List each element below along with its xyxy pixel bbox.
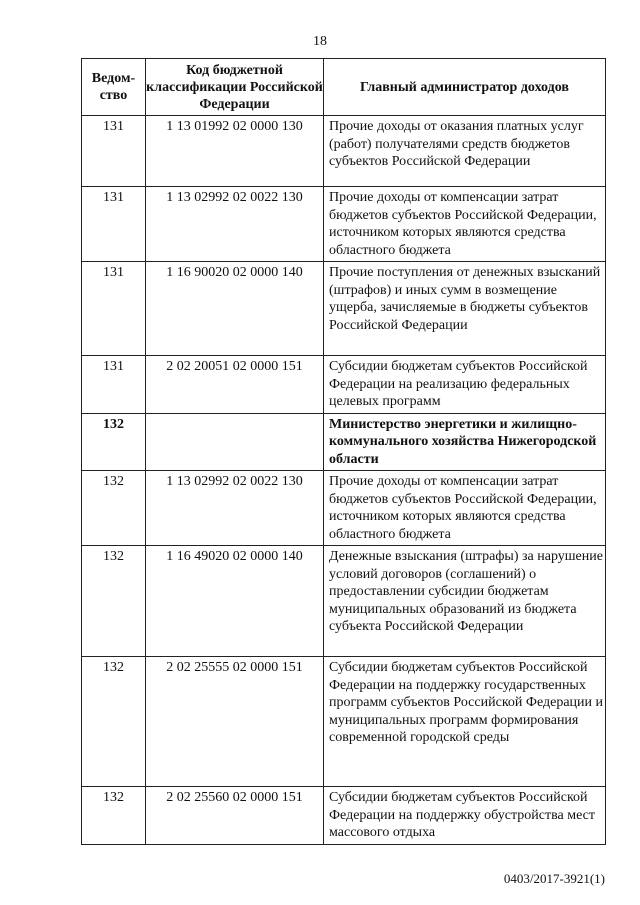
cell-code: 1 16 49020 02 0000 140: [146, 546, 324, 657]
header-dept: Ведом-ство: [82, 59, 146, 116]
header-code: Код бюджетной классификации Российской Федерации: [146, 59, 324, 116]
cell-dept: 131: [82, 116, 146, 187]
table-row: [82, 262, 606, 356]
cell-dept: 131: [82, 262, 146, 356]
cell-code: [146, 413, 324, 471]
table-row: [82, 657, 606, 787]
document-registration-code: 0403/2017-3921(1): [503, 871, 605, 886]
cell-code: 1 13 01992 02 0000 130: [146, 116, 324, 187]
table-row: [82, 471, 606, 546]
cell-dept: 132: [82, 413, 146, 471]
cell-desc: Прочие поступления от денежных взысканий (штрафов) и иных сумм в возмещение ущерба, зачисляемые в бюджеты субъектов Российской Федерации: [324, 262, 606, 356]
cell-dept: 132: [82, 787, 146, 845]
cell-dept: 132: [82, 657, 146, 787]
table-row-section: [82, 413, 606, 471]
cell-desc: Субсидии бюджетам субъектов Российской Федерации на реализацию федеральных целевых программ: [324, 356, 606, 414]
cell-code: 2 02 25555 02 0000 151: [146, 657, 324, 787]
cell-desc: Прочие доходы от компенсации затрат бюджетов субъектов Российской Федерации, источником которых являются средства областного бюджета: [324, 471, 606, 546]
cell-dept: 132: [82, 471, 146, 546]
table-row: [82, 187, 606, 262]
cell-code: 1 13 02992 02 0022 130: [146, 471, 324, 546]
cell-code: 1 13 02992 02 0022 130: [146, 187, 324, 262]
table-header-row: [82, 59, 606, 116]
table-row: [82, 356, 606, 414]
cell-code: 2 02 20051 02 0000 151: [146, 356, 324, 414]
cell-desc: Министерство энергетики и жилищно-коммунального хозяйства Нижегородской области: [324, 413, 606, 471]
table-row: [82, 116, 606, 187]
cell-desc: Денежные взыскания (штрафы) за нарушение условий договоров (соглашений) о предоставлении субсидии бюджетам муниципальных образований из бюджета субъекта Российской Федерации: [324, 546, 606, 657]
cell-desc: Прочие доходы от компенсации затрат бюджетов субъектов Российской Федерации, источником которых являются средства областного бюджета: [324, 187, 606, 262]
cell-code: 2 02 25560 02 0000 151: [146, 787, 324, 845]
cell-dept: 131: [82, 356, 146, 414]
cell-dept: 132: [82, 546, 146, 657]
table-row: [82, 787, 606, 845]
cell-dept: 131: [82, 187, 146, 262]
cell-desc: Субсидии бюджетам субъектов Российской Федерации на поддержку государственных программ субъектов Российской Федерации и муниципальных программ формирования современной городской среды: [324, 657, 606, 787]
cell-desc: Прочие доходы от оказания платных услуг (работ) получателями средств бюджетов субъектов Российской Федерации: [324, 116, 606, 187]
table-row: [82, 546, 606, 657]
cell-desc: Субсидии бюджетам субъектов Российской Федерации на поддержку обустройства мест массового отдыха: [324, 787, 606, 845]
page-number: 18: [313, 34, 327, 49]
cell-code: 1 16 90020 02 0000 140: [146, 262, 324, 356]
budget-classification-table: [81, 58, 606, 845]
header-admin: Главный администратор доходов: [324, 59, 606, 116]
